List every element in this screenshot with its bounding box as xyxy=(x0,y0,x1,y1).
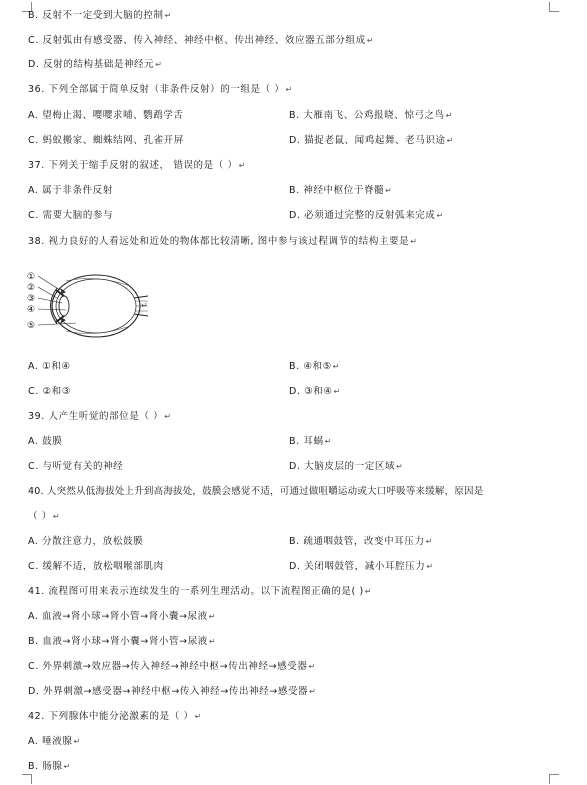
q35-option-b: B. 反射不一定受到大脑的控制↵ xyxy=(28,10,172,21)
figure-label-3: ③ xyxy=(27,294,36,304)
q39-option-c: C. 与听觉有关的神经 xyxy=(28,461,124,472)
q42-option-b: B. 肠腺↵ xyxy=(28,761,71,772)
eyeball-diagram xyxy=(26,268,151,350)
q39-option-a: A. 鼓膜 xyxy=(28,436,63,447)
q41-option-d: D. 外界刺激→感受器→神经中枢→传入神经→传出神经→感受器↵ xyxy=(28,686,317,697)
q37-stem: 37. 下列关于缩手反射的叙述， 错误的是（ ）↵ xyxy=(28,160,246,171)
q39-stem: 39. 人产生听觉的部位是（ ）↵ xyxy=(28,411,172,422)
q40-stem-paren: （ ）↵ xyxy=(28,511,61,522)
q38-option-a: A. ①和④ xyxy=(28,361,71,372)
figure-label-2: ② xyxy=(27,283,36,293)
crop-mark-bottom-right xyxy=(549,774,559,784)
figure-mark: ↵ xyxy=(141,301,148,310)
q36-option-c: C. 蚂蚁搬家、蜘蛛结网、孔雀开屏 xyxy=(28,135,184,146)
eye-structure-figure xyxy=(26,268,151,353)
q36-option-d: D. 猫捉老鼠、闻鸡起舞、老马识途↵ xyxy=(289,135,454,146)
q37-option-d: D. 必须通过完整的反射弧来完成↵ xyxy=(289,210,444,221)
q40-option-d: D. 关闭咽鼓管，减小耳腔压力↵ xyxy=(289,561,434,572)
q38-option-d: D. ③和④↵ xyxy=(289,386,341,397)
q36-stem: 36. 下列全部属于简单反射（非条件反射）的一组是（ ）↵ xyxy=(28,84,293,95)
lens xyxy=(59,296,69,316)
q41-option-a: A. 血液→肾小球→肾小管→肾小囊→尿液↵ xyxy=(28,611,217,622)
q38-option-b: B. ④和⑤↵ xyxy=(289,361,341,372)
q35-option-d: D. 反射的结构基础是神经元↵ xyxy=(28,59,163,70)
crop-mark-top-right xyxy=(549,2,559,12)
q40-option-b: B. 疏通咽鼓管，改变中耳压力↵ xyxy=(289,536,433,547)
q40-stem: 40. 人突然从低海拔处上升到高海拔处，鼓膜会感觉不适，可通过做咀嚼运动或大口呼吸等来缓解，原因是 xyxy=(28,486,484,497)
q38-option-c: C. ②和③ xyxy=(28,386,71,397)
q42-stem: 42. 下列腺体中能分泌激素的是（ ）↵ xyxy=(28,711,202,722)
figure-label-1: ① xyxy=(27,272,36,282)
q40-option-a: A. 分散注意力，放松鼓膜 xyxy=(28,536,144,547)
q38-stem: 38. 视力良好的人看远处和近处的物体都比较清晰, 图中参与该过程调节的结构主要是↵ xyxy=(28,236,418,247)
q39-option-d: D. 大脑皮层的一定区域↵ xyxy=(289,461,404,472)
q41-option-c: C. 外界刺激→效应器→传入神经→神经中枢→传出神经→感受器↵ xyxy=(28,661,316,672)
q37-option-c: C. 需要大脑的参与 xyxy=(28,210,114,221)
figure-label-4: ④ xyxy=(27,305,36,315)
q37-option-a: A. 属于非条件反射 xyxy=(28,185,113,196)
q35-option-c: C. 反射弧由有感受器、传入神经、神经中枢、传出神经、效应器五部分组成↵ xyxy=(28,35,374,46)
q40-option-c: C. 缓解不适，放松咽喉部肌肉 xyxy=(28,561,164,572)
q39-option-b: B. 耳蜗↵ xyxy=(289,436,332,447)
q36-option-a: A. 望梅止渴、嘤嘤求哺、鹦鹉学舌 xyxy=(28,110,184,121)
figure-label-5: ⑤ xyxy=(27,321,36,331)
q36-option-b: B. 大雁南飞、公鸡报晓、惊弓之鸟↵ xyxy=(289,110,454,121)
q41-stem: 41. 流程图可用来表示连续发生的一系列生理活动。以下流程图正确的是( )↵ xyxy=(28,586,373,597)
q42-option-a: A. 唾液腺↵ xyxy=(28,736,81,747)
crop-mark-bottom-left xyxy=(22,774,32,784)
q41-option-b: B. 血液→肾小球→肾小囊→肾小管→尿液↵ xyxy=(28,636,217,647)
q37-option-b: B. 神经中枢位于脊髓↵ xyxy=(289,185,393,196)
